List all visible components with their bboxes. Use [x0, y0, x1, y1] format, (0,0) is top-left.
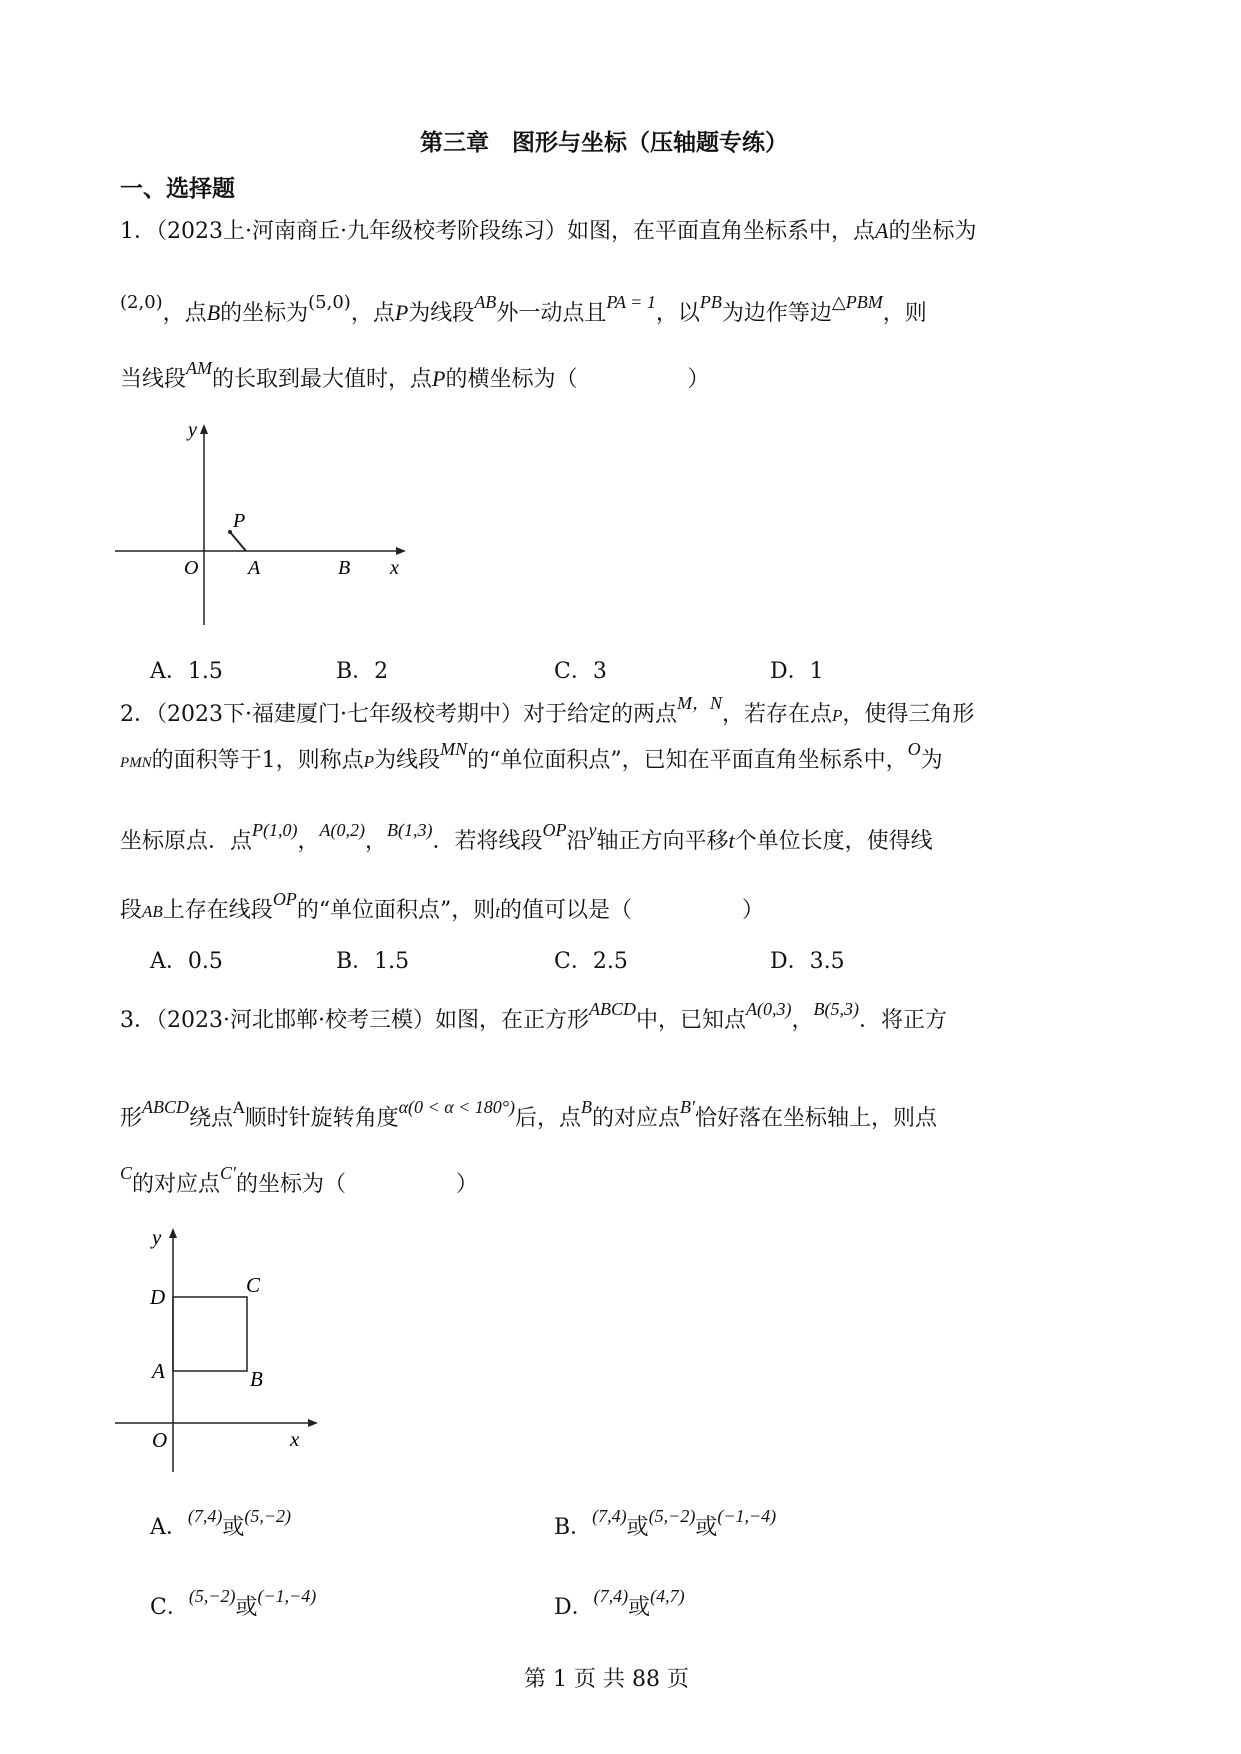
option-or: 或 [626, 1515, 649, 1540]
q1-math: (5,0) [308, 292, 351, 313]
q1-text: 外一动点且 [496, 301, 607, 326]
point-d-label: D [150, 1285, 166, 1309]
option-label: A． [150, 949, 188, 974]
q2-option-a[interactable] [150, 944, 223, 975]
q2-math: t [728, 828, 735, 853]
q3-option-a[interactable] [150, 1506, 292, 1541]
q3-text: 的对应点 [132, 1172, 221, 1197]
q3-math: C [120, 1163, 133, 1183]
q1-text: ，以 [655, 301, 700, 326]
x-axis-label: x [290, 1427, 300, 1451]
q2-math: B(1,3) [387, 820, 433, 840]
q2-text: ， [365, 829, 388, 854]
q3-text: ．将正方 [859, 1008, 948, 1033]
section-heading: 一、选择题 [120, 176, 235, 202]
q2-text: 的“单位面积点”，已知在平面直角坐标系中， [467, 748, 908, 773]
q2-text: ，若存在点 [722, 702, 833, 727]
q1-line-3 [120, 358, 710, 395]
q3-math: ABCD [142, 1097, 190, 1117]
q1-math: AB [474, 292, 497, 312]
option-label: B． [554, 1515, 593, 1540]
x-axis-arrow-icon [396, 547, 406, 555]
q3-math: A [233, 1098, 245, 1117]
option-value: 1 [809, 659, 824, 684]
q1-math: △PBM [831, 292, 883, 312]
q1-math: B [206, 300, 221, 325]
option-value: (7,4) [187, 1506, 223, 1526]
q2-line-1 [120, 693, 975, 731]
q3-text: 恰好落在坐标轴上，则点 [694, 1106, 937, 1131]
option-label: A． [150, 1515, 188, 1540]
option-label: C． [150, 1595, 189, 1620]
q1-math: P [394, 300, 409, 325]
option-label: D． [770, 949, 810, 974]
q2-text: 对于给定的两点 [522, 702, 677, 727]
q3-source: （2023·河北邯郸·校考三模） [156, 1008, 435, 1033]
q2-math: OP [272, 889, 297, 909]
option-value: (7,4) [593, 1586, 629, 1606]
q2-math: AB [142, 902, 163, 921]
option-label: A． [150, 659, 188, 684]
option-label: B． [336, 659, 375, 684]
point-p-label: P [233, 510, 246, 532]
q2-source: （2023下·福建厦门·七年级校考期中） [156, 702, 523, 727]
q2-text: 轴正方向平移 [596, 829, 729, 854]
q1-text: ，点 [162, 301, 207, 326]
option-or: 或 [222, 1515, 245, 1540]
q3-math: A(0,3) [746, 999, 792, 1019]
page-footer: 第 1 页 共 88 页 [524, 1667, 689, 1692]
option-value: 0.5 [187, 949, 223, 974]
q2-text: 段 [120, 898, 143, 923]
q2-number: 2． [120, 702, 156, 727]
y-axis-label: y [152, 1225, 162, 1249]
origin-label: O [184, 557, 199, 579]
option-label: D． [770, 659, 810, 684]
option-value: 3.5 [809, 949, 845, 974]
q1-text: 的长取到最大值时，点 [212, 367, 433, 392]
q1-figure [110, 410, 410, 640]
q3-option-d[interactable] [554, 1586, 685, 1621]
y-axis-arrow-icon [169, 1228, 177, 1238]
option-label: D． [554, 1595, 594, 1620]
option-label: C． [554, 659, 593, 684]
q2-text: 沿 [566, 829, 589, 854]
q2-line-3 [120, 820, 933, 857]
q3-text: 的坐标为（ ） [235, 1172, 478, 1197]
y-axis-arrow-icon [200, 424, 208, 434]
q1-text: ，则 [882, 301, 927, 326]
q1-text: 当线段 [120, 367, 187, 392]
q2-option-c[interactable] [554, 944, 628, 975]
q3-line-1 [120, 999, 948, 1036]
q3-text: 绕点 [189, 1106, 234, 1131]
q1-line-2 [120, 292, 927, 330]
option-value: 2.5 [592, 949, 628, 974]
q3-math: α(0 < α < 180°) [398, 1097, 515, 1117]
q1-math: AM [186, 358, 213, 378]
q3-math: ABCD [589, 999, 636, 1019]
q1-text: 如图，在平面直角坐标系中，点 [566, 219, 875, 244]
option-value: (5,−2) [188, 1586, 236, 1606]
q2-math: P [832, 706, 843, 725]
option-value: 1.5 [187, 659, 223, 684]
q3-text: 中，已知点 [636, 1008, 747, 1033]
origin-label: O [152, 1428, 168, 1452]
point-a-label: A [152, 1359, 165, 1383]
q1-number: 1． [120, 219, 156, 244]
q2-math: O [907, 739, 921, 759]
q2-math: A(0,2) [319, 820, 365, 840]
q3-math: B(5,3) [813, 999, 859, 1019]
q2-line-2 [120, 739, 943, 778]
option-value: 1.5 [374, 949, 410, 974]
q2-text: ，使得三角形 [842, 702, 975, 727]
q3-text: 后，点 [515, 1106, 582, 1131]
q2-text: ， [297, 829, 320, 854]
q1-text: 的坐标为 [888, 219, 977, 244]
q2-text: 个单位长度，使得线 [734, 829, 933, 854]
q2-math: P [363, 752, 375, 771]
q1-math: A [875, 218, 889, 243]
point-b-label: B [338, 557, 351, 579]
q3-line-2 [120, 1097, 937, 1135]
q3-option-b[interactable] [554, 1506, 777, 1541]
q2-math: M，N [677, 693, 722, 713]
q2-math: OP [542, 820, 567, 840]
q3-math: B′ [680, 1097, 695, 1117]
q2-text: 的值可以是（ ） [500, 898, 765, 923]
segment-pa [230, 532, 246, 551]
option-or: 或 [235, 1595, 258, 1620]
point-c-label: C [246, 1273, 261, 1297]
option-or: 或 [695, 1515, 718, 1540]
q2-option-d[interactable] [770, 944, 845, 975]
q3-number: 3． [120, 1008, 156, 1033]
q1-math: P [432, 366, 446, 391]
q2-math: MN [440, 739, 468, 759]
point-p [228, 530, 232, 534]
q3-line-3 [120, 1163, 478, 1200]
q3-text: 顺时针旋转角度 [244, 1106, 399, 1131]
q1-text: 的横坐标为（ ） [445, 367, 710, 392]
q2-text: 坐标原点．点 [120, 829, 253, 854]
q1-option-b[interactable] [336, 654, 388, 685]
q3-option-c[interactable] [150, 1586, 317, 1621]
option-or: 或 [628, 1595, 651, 1620]
q3-text: 的对应点 [592, 1106, 681, 1131]
square-abcd [173, 1297, 247, 1371]
q1-text: 的坐标为 [220, 301, 309, 326]
q1-line-1 [120, 216, 976, 247]
q1-option-d[interactable] [770, 654, 824, 685]
q3-math: B [581, 1097, 593, 1117]
x-axis-arrow-icon [308, 1419, 318, 1427]
q2-text: 为线段 [374, 748, 441, 773]
option-value: (−1,−4) [257, 1586, 317, 1606]
page-title: 第三章 图形与坐标（压轴题专练） [420, 130, 788, 156]
option-value: (7,4) [592, 1506, 627, 1526]
q2-text: 的面积等于1，则称点 [151, 748, 364, 773]
y-axis-label: y [188, 419, 197, 441]
option-label: C． [554, 949, 593, 974]
q2-math: PMN [120, 755, 152, 771]
q1-math: PA = 1 [606, 292, 656, 312]
option-value: 2 [374, 659, 389, 684]
q2-text: 的“单位面积点”，则 [296, 898, 496, 923]
x-axis-label: x [390, 557, 399, 579]
q1-option-a[interactable] [150, 654, 223, 685]
q1-source: （2023上·河南商丘·九年级校考阶段练习） [156, 219, 567, 244]
q2-option-b[interactable] [336, 944, 409, 975]
q1-text: 为边作等边 [721, 301, 832, 326]
q3-math: C′ [220, 1163, 236, 1183]
option-value: (−1,−4) [717, 1506, 777, 1526]
q2-math: P(1,0) [252, 820, 298, 840]
q3-text: 如图，在正方形 [434, 1008, 589, 1033]
q3-text: ， [791, 1008, 814, 1033]
q3-figure [110, 1210, 340, 1480]
option-value: (4,7) [650, 1586, 685, 1606]
q1-option-c[interactable] [554, 654, 607, 685]
q2-text: ．若将线段 [432, 829, 543, 854]
q2-math: t [495, 902, 501, 921]
point-b-label: B [250, 1367, 263, 1391]
q2-text: 上存在线段 [162, 898, 273, 923]
q1-math: PB [699, 292, 722, 312]
q2-math: y [588, 820, 597, 840]
option-value: 3 [592, 659, 607, 684]
q2-text: 为 [920, 748, 943, 773]
option-label: B． [336, 949, 375, 974]
option-value: (5,−2) [244, 1506, 292, 1526]
q1-text: 为线段 [408, 301, 475, 326]
q3-text: 形 [120, 1106, 143, 1131]
q1-text: ，点 [350, 301, 395, 326]
q2-line-4 [120, 889, 765, 927]
q1-math: (2,0) [120, 292, 163, 313]
option-value: (5,−2) [648, 1506, 696, 1526]
point-a-label: A [248, 557, 261, 579]
